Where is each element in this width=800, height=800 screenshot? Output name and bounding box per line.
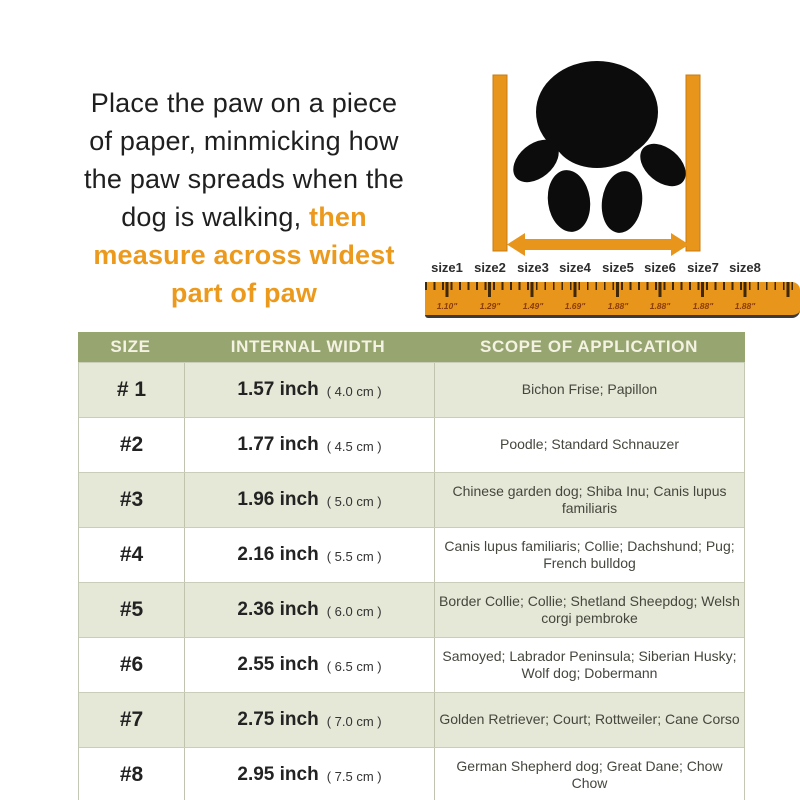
width-cell: 1.57 inch ( 4.0 cm ) — [184, 363, 434, 417]
instruction-line: the paw spreads when the — [83, 164, 404, 194]
table-row — [79, 362, 744, 417]
table-row — [79, 582, 744, 637]
scope-cell: Poodle; Standard Schnauzer — [434, 418, 744, 472]
paw-measurement-diagram-icon — [480, 53, 716, 265]
ruler-major-ticks — [425, 282, 800, 297]
size-chart-table — [78, 332, 745, 800]
right-measure-bar — [686, 75, 700, 251]
ruler-size-label: size2 — [474, 260, 506, 275]
scope-cell: Chinese garden dog; Shiba Inu; Canis lupus familiaris — [434, 473, 744, 527]
width-cell: 2.95 inch ( 7.5 cm ) — [184, 748, 434, 800]
header-scope: SCOPE OF APPLICATION — [480, 337, 698, 356]
instruction-line-accent: part of paw — [170, 278, 318, 308]
ruler-inch-value: 1.88" — [607, 301, 629, 311]
ruler-size-label: size8 — [729, 260, 761, 275]
ruler-inch-value: 1.88" — [692, 301, 714, 311]
size-cell: #4 — [119, 543, 144, 566]
size-cell: #7 — [119, 708, 144, 731]
table-row — [79, 637, 744, 692]
table-header-row — [78, 332, 745, 362]
measuring-ruler — [425, 282, 800, 318]
table-row — [79, 692, 744, 747]
size-cell: #5 — [119, 598, 144, 621]
ruler-inch-value: 1.69" — [564, 301, 586, 311]
table-row — [79, 747, 744, 800]
scope-cell: Bichon Frise; Papillon — [434, 363, 744, 417]
scope-cell: Border Collie; Collie; Shetland Sheepdog; Welsh corgi pembroke — [434, 583, 744, 637]
width-cell: 2.36 inch ( 6.0 cm ) — [184, 583, 434, 637]
instruction-line: Place the paw on a piece — [90, 88, 398, 118]
ruler-size-label: size1 — [431, 260, 463, 275]
table-row — [79, 472, 744, 527]
header-internal-width: INTERNAL WIDTH — [230, 337, 386, 356]
ruler-size-labels — [0, 260, 800, 280]
table-row — [79, 417, 744, 472]
size-cell: #8 — [119, 763, 144, 786]
instruction-line-accent: measure across widest — [93, 240, 395, 270]
scope-cell: German Shepherd dog; Great Dane; Chow Chow — [434, 748, 744, 800]
scope-cell: Golden Retriever; Court; Rottweiler; Cane Corso — [434, 693, 744, 747]
paw-print-icon — [505, 61, 694, 235]
ruler-inch-value: 1.88" — [649, 301, 671, 311]
scope-cell: Canis lupus familiaris; Collie; Dachshund; Pug; French bulldog — [434, 528, 744, 582]
ruler-inch-value: 1.29" — [479, 301, 501, 311]
ruler-inch-value: 1.10" — [436, 301, 458, 311]
width-cell: 2.55 inch ( 6.5 cm ) — [184, 638, 434, 692]
ruler-size-label: size6 — [644, 260, 676, 275]
ruler-size-label: size4 — [559, 260, 591, 275]
scope-cell: Samoyed; Labrador Peninsula; Siberian Husky; Wolf dog; Dobermann — [434, 638, 744, 692]
size-cell: # 1 — [116, 378, 147, 401]
ruler-size-label: size5 — [602, 260, 634, 275]
width-cell: 1.96 inch ( 5.0 cm ) — [184, 473, 434, 527]
left-measure-bar — [493, 75, 507, 251]
ruler-size-label: size7 — [687, 260, 719, 275]
size-cell: #2 — [119, 433, 144, 456]
ruler-inch-value: 1.88" — [734, 301, 756, 311]
header-size: SIZE — [110, 337, 151, 356]
width-arrow-icon — [507, 233, 689, 256]
width-cell: 2.16 inch ( 5.5 cm ) — [184, 528, 434, 582]
size-cell: #6 — [119, 653, 144, 676]
table-row — [79, 527, 744, 582]
instruction-line: of paper, minmicking how — [89, 126, 399, 156]
ruler-inch-value: 1.49" — [522, 301, 544, 311]
instruction-line: dog is walking, then — [121, 202, 367, 232]
ruler-size-label: size3 — [517, 260, 549, 275]
width-cell: 1.77 inch ( 4.5 cm ) — [184, 418, 434, 472]
width-cell: 2.75 inch ( 7.0 cm ) — [184, 693, 434, 747]
size-cell: #3 — [119, 488, 144, 511]
